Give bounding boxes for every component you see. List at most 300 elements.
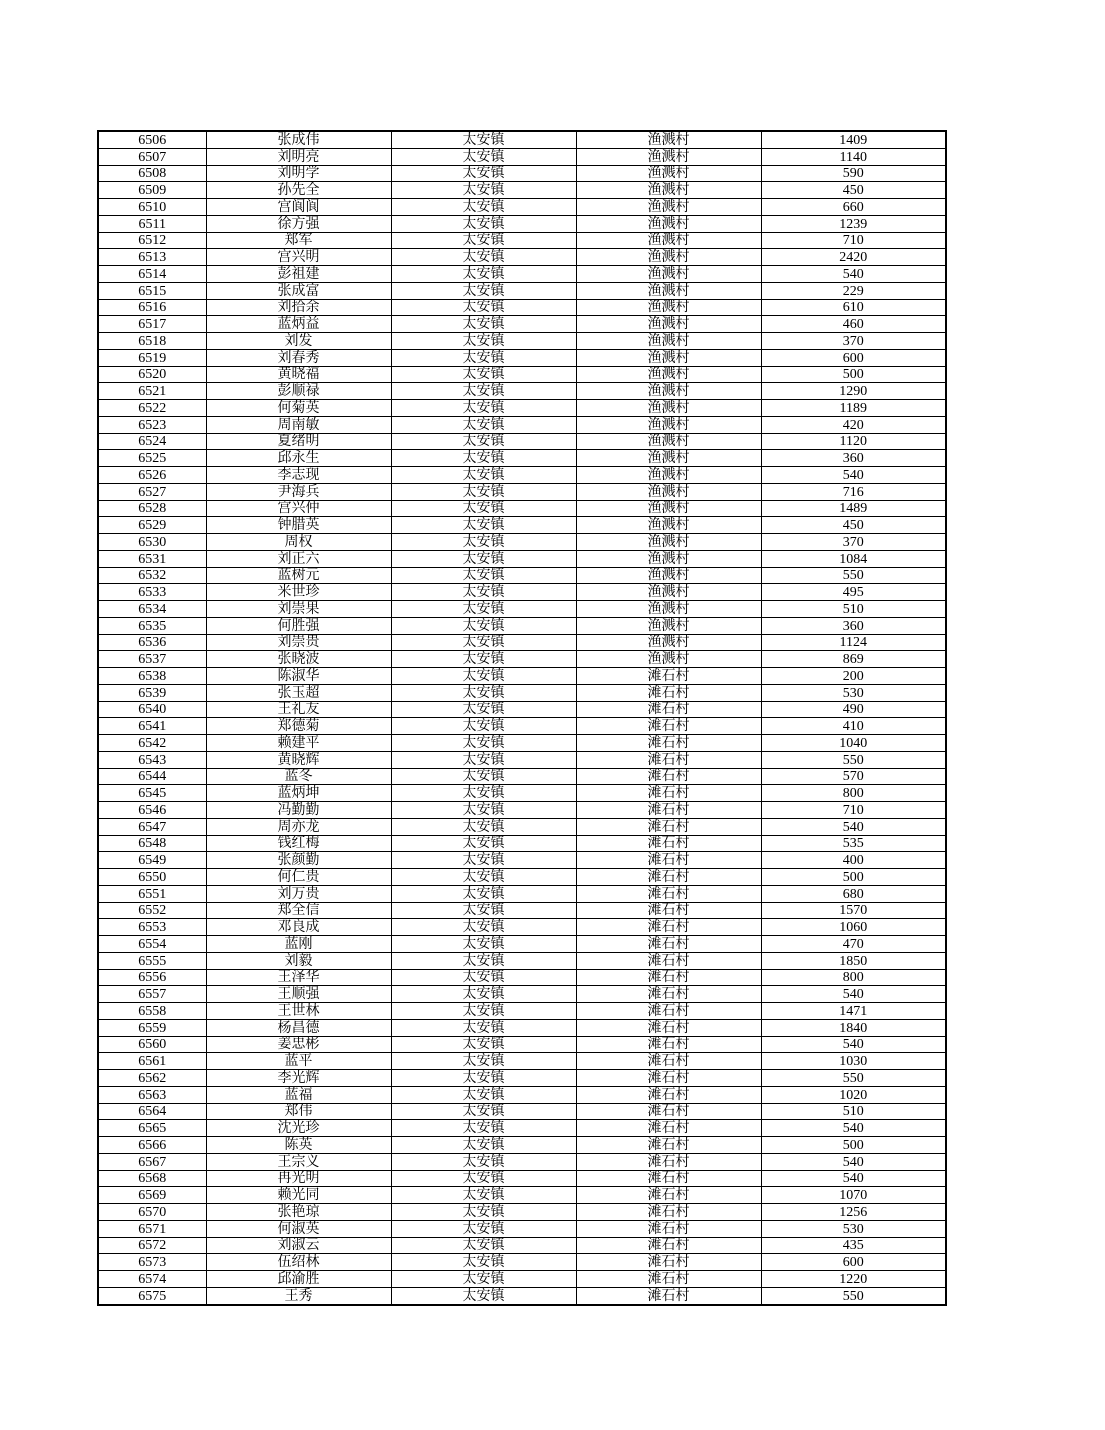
town-cell: 太安镇 <box>391 1003 576 1020</box>
village-cell: 滩石村 <box>576 986 761 1003</box>
row-number-cell: 6566 <box>98 1137 206 1154</box>
table-row <box>98 534 946 551</box>
village-cell: 滩石村 <box>576 919 761 936</box>
amount-cell: 600 <box>761 349 946 366</box>
row-number-cell: 6516 <box>98 299 206 316</box>
name-cell: 赖光同 <box>206 1187 391 1204</box>
table-row <box>98 165 946 182</box>
name-cell: 钱红梅 <box>206 835 391 852</box>
amount-cell: 550 <box>761 1070 946 1087</box>
amount-cell: 460 <box>761 316 946 333</box>
village-cell: 渔溅村 <box>576 266 761 283</box>
village-cell: 渔溅村 <box>576 299 761 316</box>
town-cell: 太安镇 <box>391 1036 576 1053</box>
row-number-cell: 6545 <box>98 785 206 802</box>
amount-cell: 1489 <box>761 500 946 517</box>
town-cell: 太安镇 <box>391 1103 576 1120</box>
name-cell: 王礼友 <box>206 701 391 718</box>
name-cell: 何淑英 <box>206 1220 391 1237</box>
name-cell: 蓝树元 <box>206 567 391 584</box>
town-cell: 太安镇 <box>391 617 576 634</box>
name-cell: 冉光明 <box>206 1170 391 1187</box>
name-cell: 郑军 <box>206 232 391 249</box>
town-cell: 太安镇 <box>391 885 576 902</box>
row-number-cell: 6509 <box>98 182 206 199</box>
row-number-cell: 6507 <box>98 148 206 165</box>
table-row <box>98 333 946 350</box>
town-cell: 太安镇 <box>391 1086 576 1103</box>
row-number-cell: 6548 <box>98 835 206 852</box>
village-cell: 滩石村 <box>576 1204 761 1221</box>
row-number-cell: 6552 <box>98 902 206 919</box>
table-row <box>98 852 946 869</box>
table-row <box>98 1137 946 1154</box>
amount-cell: 1020 <box>761 1086 946 1103</box>
name-cell: 沈光珍 <box>206 1120 391 1137</box>
village-cell: 渔溅村 <box>576 467 761 484</box>
town-cell: 太安镇 <box>391 651 576 668</box>
village-cell: 滩石村 <box>576 1070 761 1087</box>
row-number-cell: 6567 <box>98 1153 206 1170</box>
table-row <box>98 919 946 936</box>
table-row <box>98 249 946 266</box>
table-row <box>98 617 946 634</box>
table-row <box>98 232 946 249</box>
name-cell: 姜忠彬 <box>206 1036 391 1053</box>
table-row <box>98 634 946 651</box>
village-cell: 滩石村 <box>576 785 761 802</box>
table-row <box>98 1120 946 1137</box>
amount-cell: 500 <box>761 869 946 886</box>
amount-cell: 680 <box>761 885 946 902</box>
amount-cell: 370 <box>761 534 946 551</box>
table-row <box>98 366 946 383</box>
village-cell: 滩石村 <box>576 1187 761 1204</box>
amount-cell: 400 <box>761 852 946 869</box>
town-cell: 太安镇 <box>391 1271 576 1288</box>
name-cell: 何胜强 <box>206 617 391 634</box>
table-row <box>98 902 946 919</box>
name-cell: 陈英 <box>206 1137 391 1154</box>
row-number-cell: 6541 <box>98 718 206 735</box>
amount-cell: 540 <box>761 1170 946 1187</box>
village-cell: 滩石村 <box>576 1287 761 1304</box>
table-row <box>98 131 946 148</box>
village-cell: 滩石村 <box>576 701 761 718</box>
village-cell: 滩石村 <box>576 1137 761 1154</box>
amount-cell: 500 <box>761 366 946 383</box>
row-number-cell: 6549 <box>98 852 206 869</box>
name-cell: 周南敏 <box>206 416 391 433</box>
village-cell: 滩石村 <box>576 1220 761 1237</box>
town-cell: 太安镇 <box>391 802 576 819</box>
village-cell: 滩石村 <box>576 1103 761 1120</box>
name-cell: 黄晓福 <box>206 366 391 383</box>
amount-cell: 450 <box>761 182 946 199</box>
table-row <box>98 1271 946 1288</box>
town-cell: 太安镇 <box>391 601 576 618</box>
amount-cell: 540 <box>761 1120 946 1137</box>
table-row <box>98 584 946 601</box>
table-row <box>98 802 946 819</box>
table-row <box>98 1003 946 1020</box>
table-row <box>98 433 946 450</box>
town-cell: 太安镇 <box>391 467 576 484</box>
name-cell: 李光辉 <box>206 1070 391 1087</box>
table-row <box>98 818 946 835</box>
town-cell: 太安镇 <box>391 1254 576 1271</box>
table-row <box>98 550 946 567</box>
name-cell: 米世珍 <box>206 584 391 601</box>
row-number-cell: 6530 <box>98 534 206 551</box>
table-row <box>98 751 946 768</box>
village-cell: 滩石村 <box>576 802 761 819</box>
row-number-cell: 6547 <box>98 818 206 835</box>
village-cell: 滩石村 <box>576 885 761 902</box>
name-cell: 刘崇果 <box>206 601 391 618</box>
village-cell: 渔溅村 <box>576 199 761 216</box>
row-number-cell: 6533 <box>98 584 206 601</box>
row-number-cell: 6536 <box>98 634 206 651</box>
amount-cell: 540 <box>761 986 946 1003</box>
amount-cell: 610 <box>761 299 946 316</box>
town-cell: 太安镇 <box>391 919 576 936</box>
table-row <box>98 1287 946 1304</box>
village-cell: 滩石村 <box>576 936 761 953</box>
amount-cell: 435 <box>761 1237 946 1254</box>
town-cell: 太安镇 <box>391 534 576 551</box>
town-cell: 太安镇 <box>391 416 576 433</box>
table-row <box>98 768 946 785</box>
name-cell: 刘崇贵 <box>206 634 391 651</box>
town-cell: 太安镇 <box>391 266 576 283</box>
name-cell: 黄晓辉 <box>206 751 391 768</box>
village-cell: 滩石村 <box>576 1003 761 1020</box>
table-row <box>98 567 946 584</box>
name-cell: 蓝炳坤 <box>206 785 391 802</box>
town-cell: 太安镇 <box>391 718 576 735</box>
town-cell: 太安镇 <box>391 701 576 718</box>
row-number-cell: 6542 <box>98 735 206 752</box>
amount-cell: 869 <box>761 651 946 668</box>
row-number-cell: 6565 <box>98 1120 206 1137</box>
town-cell: 太安镇 <box>391 869 576 886</box>
village-cell: 滩石村 <box>576 684 761 701</box>
row-number-cell: 6515 <box>98 282 206 299</box>
amount-cell: 710 <box>761 232 946 249</box>
row-number-cell: 6522 <box>98 400 206 417</box>
row-number-cell: 6528 <box>98 500 206 517</box>
amount-cell: 1471 <box>761 1003 946 1020</box>
amount-cell: 1256 <box>761 1204 946 1221</box>
name-cell: 杨昌德 <box>206 1019 391 1036</box>
amount-cell: 2420 <box>761 249 946 266</box>
amount-cell: 530 <box>761 684 946 701</box>
row-number-cell: 6540 <box>98 701 206 718</box>
table-row <box>98 1036 946 1053</box>
table-row <box>98 1254 946 1271</box>
row-number-cell: 6525 <box>98 450 206 467</box>
town-cell: 太安镇 <box>391 148 576 165</box>
town-cell: 太安镇 <box>391 366 576 383</box>
town-cell: 太安镇 <box>391 986 576 1003</box>
village-cell: 渔溅村 <box>576 349 761 366</box>
name-cell: 宫阆阆 <box>206 199 391 216</box>
village-cell: 渔溅村 <box>576 584 761 601</box>
town-cell: 太安镇 <box>391 349 576 366</box>
name-cell: 王泽华 <box>206 969 391 986</box>
town-cell: 太安镇 <box>391 668 576 685</box>
village-cell: 滩石村 <box>576 735 761 752</box>
table-row <box>98 969 946 986</box>
name-cell: 夏绪明 <box>206 433 391 450</box>
table-row <box>98 668 946 685</box>
table-row <box>98 1086 946 1103</box>
amount-cell: 1030 <box>761 1053 946 1070</box>
amount-cell: 420 <box>761 416 946 433</box>
town-cell: 太安镇 <box>391 131 576 148</box>
town-cell: 太安镇 <box>391 249 576 266</box>
name-cell: 蓝福 <box>206 1086 391 1103</box>
name-cell: 何仁贵 <box>206 869 391 886</box>
amount-cell: 1570 <box>761 902 946 919</box>
amount-cell: 510 <box>761 1103 946 1120</box>
town-cell: 太安镇 <box>391 450 576 467</box>
village-cell: 滩石村 <box>576 902 761 919</box>
table-row <box>98 450 946 467</box>
village-cell: 渔溅村 <box>576 215 761 232</box>
village-cell: 渔溅村 <box>576 601 761 618</box>
amount-cell: 490 <box>761 701 946 718</box>
name-cell: 蓝炳益 <box>206 316 391 333</box>
village-cell: 滩石村 <box>576 869 761 886</box>
amount-cell: 1070 <box>761 1187 946 1204</box>
row-number-cell: 6570 <box>98 1204 206 1221</box>
table-row <box>98 601 946 618</box>
amount-cell: 1220 <box>761 1271 946 1288</box>
name-cell: 彭祖建 <box>206 266 391 283</box>
row-number-cell: 6535 <box>98 617 206 634</box>
village-cell: 滩石村 <box>576 751 761 768</box>
name-cell: 刘毅 <box>206 952 391 969</box>
name-cell: 宫兴明 <box>206 249 391 266</box>
name-cell: 邱渝胜 <box>206 1271 391 1288</box>
table-row <box>98 383 946 400</box>
town-cell: 太安镇 <box>391 1170 576 1187</box>
data-table <box>97 130 947 1306</box>
name-cell: 张成富 <box>206 282 391 299</box>
amount-cell: 660 <box>761 199 946 216</box>
amount-cell: 1040 <box>761 735 946 752</box>
village-cell: 滩石村 <box>576 1271 761 1288</box>
table-row <box>98 885 946 902</box>
town-cell: 太安镇 <box>391 768 576 785</box>
row-number-cell: 6551 <box>98 885 206 902</box>
table-row <box>98 735 946 752</box>
row-number-cell: 6537 <box>98 651 206 668</box>
row-number-cell: 6553 <box>98 919 206 936</box>
table-row <box>98 316 946 333</box>
town-cell: 太安镇 <box>391 684 576 701</box>
name-cell: 周权 <box>206 534 391 551</box>
amount-cell: 716 <box>761 483 946 500</box>
row-number-cell: 6520 <box>98 366 206 383</box>
name-cell: 刘万贵 <box>206 885 391 902</box>
town-cell: 太安镇 <box>391 818 576 835</box>
amount-cell: 540 <box>761 818 946 835</box>
name-cell: 陈淑华 <box>206 668 391 685</box>
amount-cell: 540 <box>761 266 946 283</box>
town-cell: 太安镇 <box>391 165 576 182</box>
amount-cell: 1120 <box>761 433 946 450</box>
row-number-cell: 6543 <box>98 751 206 768</box>
table-row <box>98 199 946 216</box>
amount-cell: 229 <box>761 282 946 299</box>
table-row <box>98 718 946 735</box>
table-row <box>98 1070 946 1087</box>
amount-cell: 600 <box>761 1254 946 1271</box>
table-row <box>98 986 946 1003</box>
row-number-cell: 6526 <box>98 467 206 484</box>
amount-cell: 1850 <box>761 952 946 969</box>
name-cell: 张成伟 <box>206 131 391 148</box>
amount-cell: 530 <box>761 1220 946 1237</box>
table-row <box>98 1019 946 1036</box>
village-cell: 渔溅村 <box>576 567 761 584</box>
village-cell: 渔溅村 <box>576 232 761 249</box>
village-cell: 滩石村 <box>576 1120 761 1137</box>
table-row <box>98 182 946 199</box>
amount-cell: 570 <box>761 768 946 785</box>
name-cell: 刘春秀 <box>206 349 391 366</box>
town-cell: 太安镇 <box>391 1220 576 1237</box>
name-cell: 刘拾余 <box>206 299 391 316</box>
village-cell: 渔溅村 <box>576 450 761 467</box>
row-number-cell: 6519 <box>98 349 206 366</box>
row-number-cell: 6573 <box>98 1254 206 1271</box>
town-cell: 太安镇 <box>391 1237 576 1254</box>
town-cell: 太安镇 <box>391 232 576 249</box>
row-number-cell: 6510 <box>98 199 206 216</box>
town-cell: 太安镇 <box>391 902 576 919</box>
row-number-cell: 6561 <box>98 1053 206 1070</box>
row-number-cell: 6508 <box>98 165 206 182</box>
village-cell: 渔溅村 <box>576 634 761 651</box>
amount-cell: 510 <box>761 601 946 618</box>
town-cell: 太安镇 <box>391 1019 576 1036</box>
town-cell: 太安镇 <box>391 969 576 986</box>
village-cell: 渔溅村 <box>576 131 761 148</box>
village-cell: 渔溅村 <box>576 165 761 182</box>
name-cell: 冯勤勤 <box>206 802 391 819</box>
village-cell: 渔溅村 <box>576 333 761 350</box>
row-number-cell: 6532 <box>98 567 206 584</box>
table-row <box>98 416 946 433</box>
row-number-cell: 6568 <box>98 1170 206 1187</box>
row-number-cell: 6562 <box>98 1070 206 1087</box>
village-cell: 滩石村 <box>576 1036 761 1053</box>
table-row <box>98 1187 946 1204</box>
village-cell: 渔溅村 <box>576 534 761 551</box>
amount-cell: 1124 <box>761 634 946 651</box>
row-number-cell: 6569 <box>98 1187 206 1204</box>
village-cell: 滩石村 <box>576 1170 761 1187</box>
amount-cell: 410 <box>761 718 946 735</box>
table-row <box>98 835 946 852</box>
village-cell: 渔溅村 <box>576 182 761 199</box>
amount-cell: 450 <box>761 517 946 534</box>
name-cell: 徐方强 <box>206 215 391 232</box>
table-row <box>98 215 946 232</box>
name-cell: 王世林 <box>206 1003 391 1020</box>
name-cell: 刘明学 <box>206 165 391 182</box>
amount-cell: 1290 <box>761 383 946 400</box>
village-cell: 滩石村 <box>576 852 761 869</box>
name-cell: 蓝冬 <box>206 768 391 785</box>
name-cell: 钟腊英 <box>206 517 391 534</box>
name-cell: 刘明亮 <box>206 148 391 165</box>
table-row <box>98 1220 946 1237</box>
amount-cell: 550 <box>761 567 946 584</box>
row-number-cell: 6517 <box>98 316 206 333</box>
table-row <box>98 936 946 953</box>
village-cell: 滩石村 <box>576 1153 761 1170</box>
row-number-cell: 6556 <box>98 969 206 986</box>
town-cell: 太安镇 <box>391 282 576 299</box>
row-number-cell: 6521 <box>98 383 206 400</box>
table-row <box>98 651 946 668</box>
name-cell: 王宗义 <box>206 1153 391 1170</box>
town-cell: 太安镇 <box>391 316 576 333</box>
village-cell: 渔溅村 <box>576 148 761 165</box>
amount-cell: 535 <box>761 835 946 852</box>
row-number-cell: 6574 <box>98 1271 206 1288</box>
village-cell: 滩石村 <box>576 1086 761 1103</box>
village-cell: 滩石村 <box>576 1053 761 1070</box>
amount-cell: 1189 <box>761 400 946 417</box>
village-cell: 滩石村 <box>576 952 761 969</box>
table-row <box>98 1237 946 1254</box>
table-row <box>98 266 946 283</box>
table-row <box>98 517 946 534</box>
row-number-cell: 6529 <box>98 517 206 534</box>
name-cell: 何菊英 <box>206 400 391 417</box>
town-cell: 太安镇 <box>391 383 576 400</box>
name-cell: 郑德菊 <box>206 718 391 735</box>
village-cell: 渔溅村 <box>576 500 761 517</box>
village-cell: 渔溅村 <box>576 651 761 668</box>
amount-cell: 540 <box>761 467 946 484</box>
name-cell: 刘正六 <box>206 550 391 567</box>
amount-cell: 360 <box>761 450 946 467</box>
town-cell: 太安镇 <box>391 1120 576 1137</box>
amount-cell: 200 <box>761 668 946 685</box>
town-cell: 太安镇 <box>391 1137 576 1154</box>
town-cell: 太安镇 <box>391 215 576 232</box>
table-row <box>98 684 946 701</box>
town-cell: 太安镇 <box>391 735 576 752</box>
name-cell: 李志现 <box>206 467 391 484</box>
row-number-cell: 6518 <box>98 333 206 350</box>
amount-cell: 1409 <box>761 131 946 148</box>
village-cell: 渔溅村 <box>576 433 761 450</box>
table-row <box>98 148 946 165</box>
row-number-cell: 6555 <box>98 952 206 969</box>
town-cell: 太安镇 <box>391 1187 576 1204</box>
town-cell: 太安镇 <box>391 1153 576 1170</box>
row-number-cell: 6511 <box>98 215 206 232</box>
row-number-cell: 6514 <box>98 266 206 283</box>
